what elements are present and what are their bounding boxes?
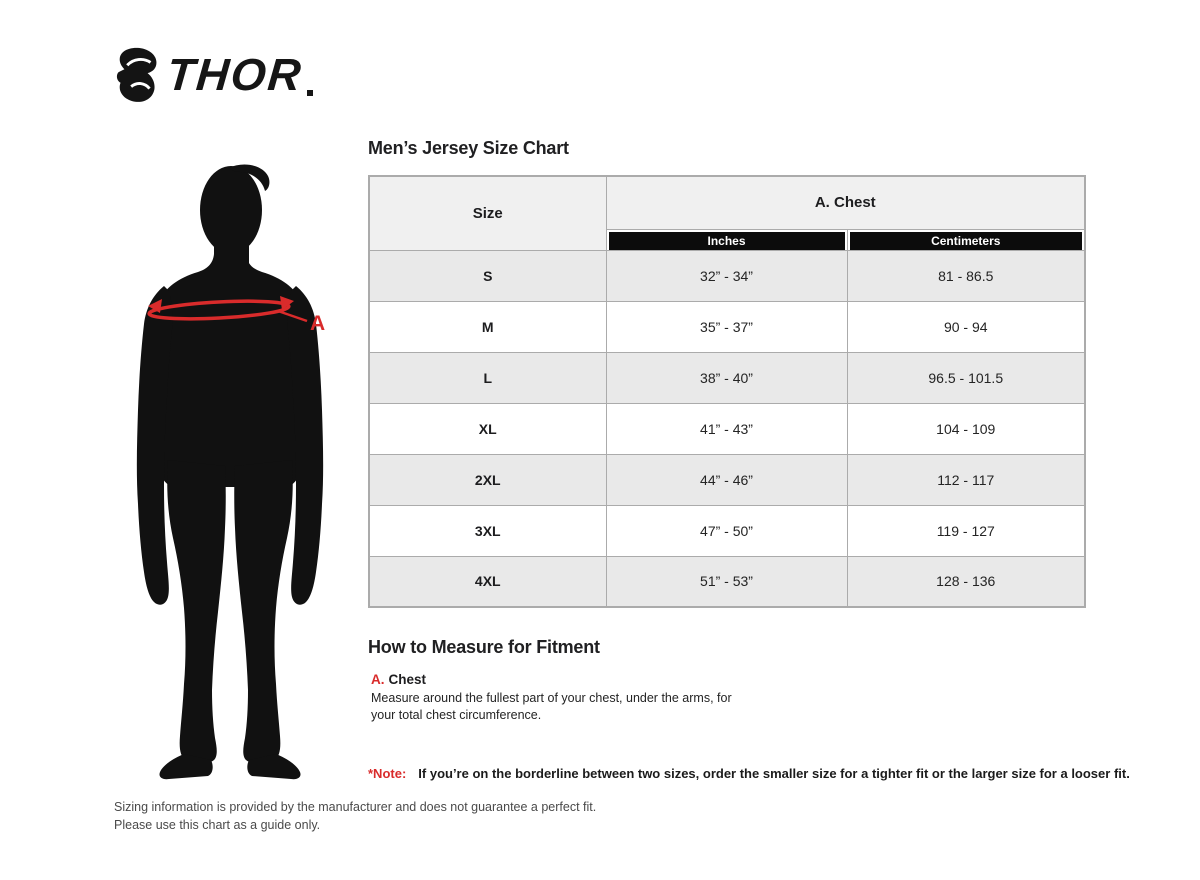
inches-cell: 44” - 46” [606, 454, 847, 505]
disclaimer-line-1: Sizing information is provided by the manufacturer and does not guarantee a perfect fit. [114, 800, 597, 814]
column-header-centimeters: Centimeters [850, 232, 1083, 250]
size-cell: S [369, 250, 606, 301]
subheader-centimeters-cell [847, 229, 1085, 250]
note-label: *Note: [368, 766, 407, 781]
measure-item-letter: A. [371, 672, 385, 687]
disclaimer [114, 799, 596, 834]
how-to-measure-title: How to Measure for Fitment [368, 637, 600, 657]
centimeters-cell: 81 - 86.5 [847, 250, 1085, 301]
sizing-note [368, 766, 1130, 781]
measure-item-name: Chest [388, 672, 427, 687]
inches-cell: 47” - 50” [606, 505, 847, 556]
inches-cell: 38” - 40” [606, 352, 847, 403]
size-cell: 2XL [369, 454, 606, 505]
logo-period [307, 90, 313, 96]
subheader-inches-cell [606, 229, 847, 250]
column-header-chest: A. Chest [606, 176, 1085, 229]
inches-cell: 35” - 37” [606, 301, 847, 352]
size-cell: M [369, 301, 606, 352]
chest-measure-label: A [310, 312, 326, 335]
inches-cell: 41” - 43” [606, 403, 847, 454]
measure-item-heading [371, 672, 741, 687]
thor-goat-icon [112, 46, 160, 104]
centimeters-cell: 96.5 - 101.5 [847, 352, 1085, 403]
note-text: If you’re on the borderline between two sizes, order the smaller size for a tighter fit or the larger size for a looser fit. [418, 766, 1130, 781]
measure-item-description: Measure around the fullest part of your chest, under the arms, for your total chest circumference. [371, 691, 732, 722]
table-row-4xl [369, 556, 1085, 607]
centimeters-cell: 128 - 136 [847, 556, 1085, 607]
size-cell: L [369, 352, 606, 403]
size-cell: 3XL [369, 505, 606, 556]
centimeters-cell: 90 - 94 [847, 301, 1085, 352]
body-silhouette-figure [110, 160, 350, 782]
size-cell: XL [369, 403, 606, 454]
thor-logo [112, 46, 313, 104]
table-row-2xl [369, 454, 1085, 505]
table-row-s [369, 250, 1085, 301]
size-chart-title: Men’s Jersey Size Chart [368, 138, 569, 158]
centimeters-cell: 104 - 109 [847, 403, 1085, 454]
table-row-m [369, 301, 1085, 352]
centimeters-cell: 119 - 127 [847, 505, 1085, 556]
table-row-3xl [369, 505, 1085, 556]
measure-item-chest [371, 672, 741, 724]
disclaimer-line-2: Please use this chart as a guide only. [114, 817, 321, 832]
inches-cell: 32” - 34” [606, 250, 847, 301]
table-row-l [369, 352, 1085, 403]
size-cell: 4XL [369, 556, 606, 607]
table-row-xl [369, 403, 1085, 454]
column-header-inches: Inches [609, 232, 845, 250]
size-chart-table [368, 175, 1086, 608]
inches-cell: 51” - 53” [606, 556, 847, 607]
brand-wordmark: THOR [164, 49, 305, 100]
centimeters-cell: 112 - 117 [847, 454, 1085, 505]
column-header-size: Size [369, 176, 606, 250]
